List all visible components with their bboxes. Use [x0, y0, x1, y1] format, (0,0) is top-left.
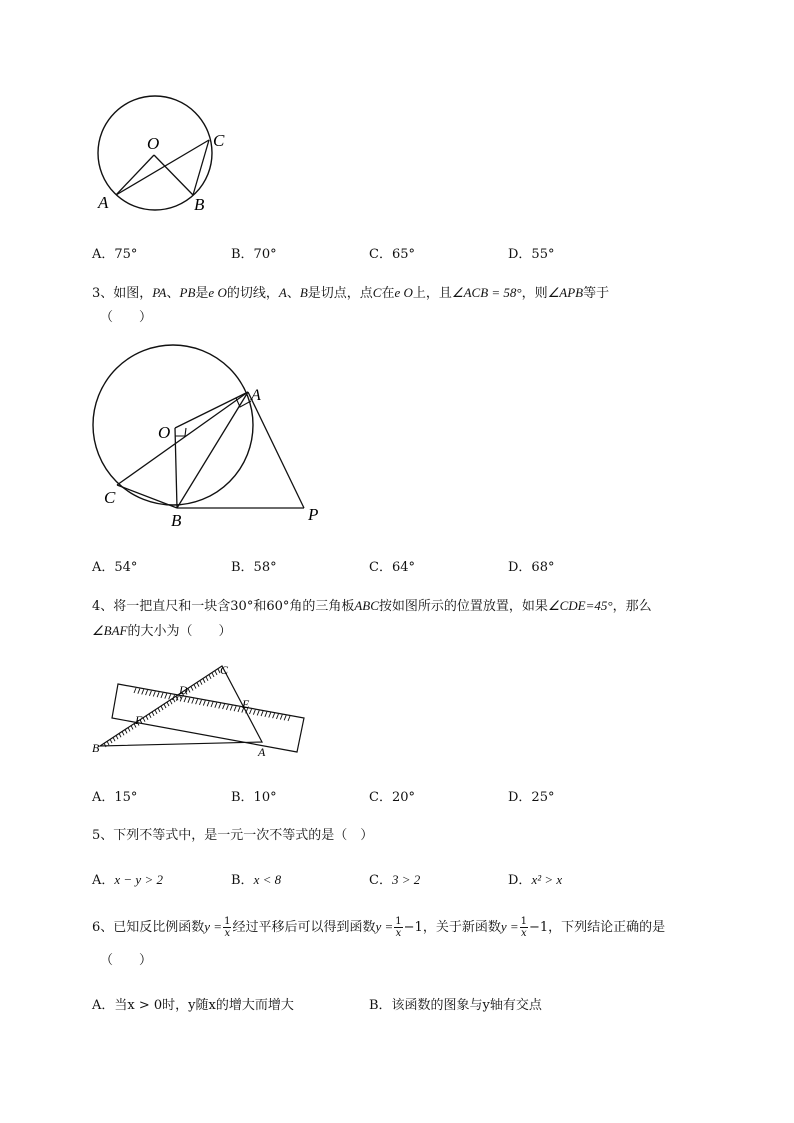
q3-t7: 等于 [583, 286, 610, 301]
q5-option-d-letter: D． [508, 873, 532, 888]
q3-option-d: D．68° [508, 560, 555, 575]
q5-stem: 5、下列不等式中，是一元一次不等式的是（ ） [92, 828, 374, 843]
q5-option-b-expr: x < 8 [253, 872, 282, 887]
q3-circle-symbol-1: e O [208, 285, 227, 300]
q4-label-d: D [179, 683, 188, 697]
q4-t4: 的大小为（ ） [127, 624, 232, 639]
q2-label-a: A [98, 193, 109, 212]
q4-t3: ，那么 [612, 599, 652, 614]
q4-label-a: A [258, 745, 266, 759]
q5-option-d-expr: x² > x [531, 872, 563, 887]
q3-a: A [278, 285, 287, 300]
q3-t5: 上，且 [412, 286, 452, 301]
q4-label-e: E [242, 697, 250, 711]
q3-pb: PB [179, 285, 196, 300]
q6-fraction-3 [520, 916, 528, 939]
q4-label-c: C [220, 663, 229, 677]
q6-stem [92, 914, 665, 941]
q2-option-c: C．65° [369, 247, 415, 262]
q6-t4: ，下列结论正确的是 [548, 920, 666, 935]
q3-option-c: C．64° [369, 560, 415, 575]
q3-sep2: 、 [286, 286, 300, 301]
q3-circle-symbol-2: e O [394, 285, 413, 300]
q6-y3: y = [500, 919, 519, 934]
q4-label-b: B [92, 741, 100, 755]
q3-label-p: P [308, 505, 319, 524]
q5-option-b [231, 869, 281, 888]
q2-label-c: C [213, 131, 225, 150]
q2-option-a: A．75° [92, 247, 138, 262]
q3-t1: 是 [195, 286, 209, 301]
q2-option-d: D．55° [508, 247, 555, 262]
q3-pa: PA [152, 285, 167, 300]
q5-option-c-letter: C． [369, 873, 392, 888]
q3-t6: ，则 [521, 286, 548, 301]
q6-y2: y = [375, 919, 394, 934]
q6-m1: −1 [403, 920, 423, 935]
q6-t3: ，关于新函数 [422, 920, 501, 935]
q4-option-c: C．20° [369, 790, 415, 805]
q4-angle-baf: ∠BAF [92, 623, 128, 638]
q6-t2: 经过平移后可以得到函数 [232, 920, 376, 935]
q4-stem [92, 596, 652, 617]
q3-option-a: A．54° [92, 560, 138, 575]
q4-t2: 按如图所示的位置放置，如果 [378, 599, 548, 614]
q6-f1-num: 1 [224, 916, 231, 927]
q4-option-b: B．10° [231, 790, 277, 805]
q2-circle [98, 96, 212, 210]
q5-option-b-letter: B． [231, 873, 254, 888]
q3-stem [92, 283, 609, 304]
q6-fraction-1 [223, 916, 231, 939]
q4-abc: ABC [354, 598, 379, 613]
q6-y1: y = [204, 919, 223, 934]
q2-label-o: O [147, 134, 160, 153]
q3-line-ob [175, 428, 177, 508]
q3-line-ca [117, 392, 248, 485]
q6-option-b: B．该函数的图象与y轴有交点 [369, 998, 542, 1013]
q3-b: B [299, 285, 308, 300]
q3-right-angle-o [175, 428, 186, 436]
q4-option-d: D．25° [508, 790, 555, 805]
q5-option-a-expr: x − y > 2 [114, 872, 163, 887]
q3-label-c: C [104, 488, 116, 507]
q6-option-a: A．当x > 0时，y随x的增大而增大 [92, 998, 294, 1013]
q2-option-b: B．70° [231, 247, 277, 262]
q4-ruler-ticks [134, 688, 290, 721]
q3-paren: （ ） [100, 310, 153, 325]
q4-t1: 4、将一把直尺和一块含30°和60°角的三角板 [92, 599, 355, 614]
q2-figure [90, 85, 240, 215]
q3-option-b: B．58° [231, 560, 277, 575]
q5-option-c [369, 869, 420, 888]
q4-triangle-ticks [104, 669, 220, 747]
q3-num: 3、如图， [92, 286, 153, 301]
q3-label-o: O [158, 423, 171, 442]
q3-t4: 在 [381, 286, 395, 301]
q3-t3: 是切点，点 [307, 286, 373, 301]
q3-angle-apb: ∠APB [547, 285, 584, 300]
q6-m2: −1 [529, 920, 549, 935]
q4-option-a: A．15° [92, 790, 138, 805]
q4-figure [90, 660, 310, 760]
q6-f3-num: 1 [520, 916, 527, 927]
q5-option-c-expr: 3 > 2 [391, 872, 421, 887]
q3-line-ap [248, 392, 304, 508]
q3-line-cb [117, 485, 177, 508]
q6-f3-den: x [520, 928, 527, 939]
q4-angle-cde: ∠CDE=45° [547, 598, 613, 613]
q4-label-f: F [135, 713, 143, 727]
q6-f1-den: x [224, 928, 231, 939]
q3-label-a: A [251, 387, 261, 404]
q3-sep1: 、 [166, 286, 180, 301]
q6-paren: （ ） [100, 953, 153, 968]
q5-option-a-letter: A． [92, 873, 115, 888]
q3-label-b: B [171, 511, 182, 530]
q5-option-a [92, 869, 163, 888]
q2-line-ao [116, 155, 154, 195]
q5-option-d [508, 869, 562, 888]
q3-figure [88, 340, 338, 535]
q6-f2-den: x [395, 928, 402, 939]
q4-stem-line2 [92, 621, 232, 642]
q6-t1: 6、已知反比例函数 [92, 920, 205, 935]
q2-label-b: B [194, 195, 205, 214]
q6-fraction-2 [394, 916, 402, 939]
q6-f2-num: 1 [395, 916, 402, 927]
q3-circle [93, 345, 253, 505]
q3-c: C [372, 285, 382, 300]
q3-angle-acb: ∠ACB = 58° [451, 285, 522, 300]
q3-t2: 的切线， [226, 286, 279, 301]
